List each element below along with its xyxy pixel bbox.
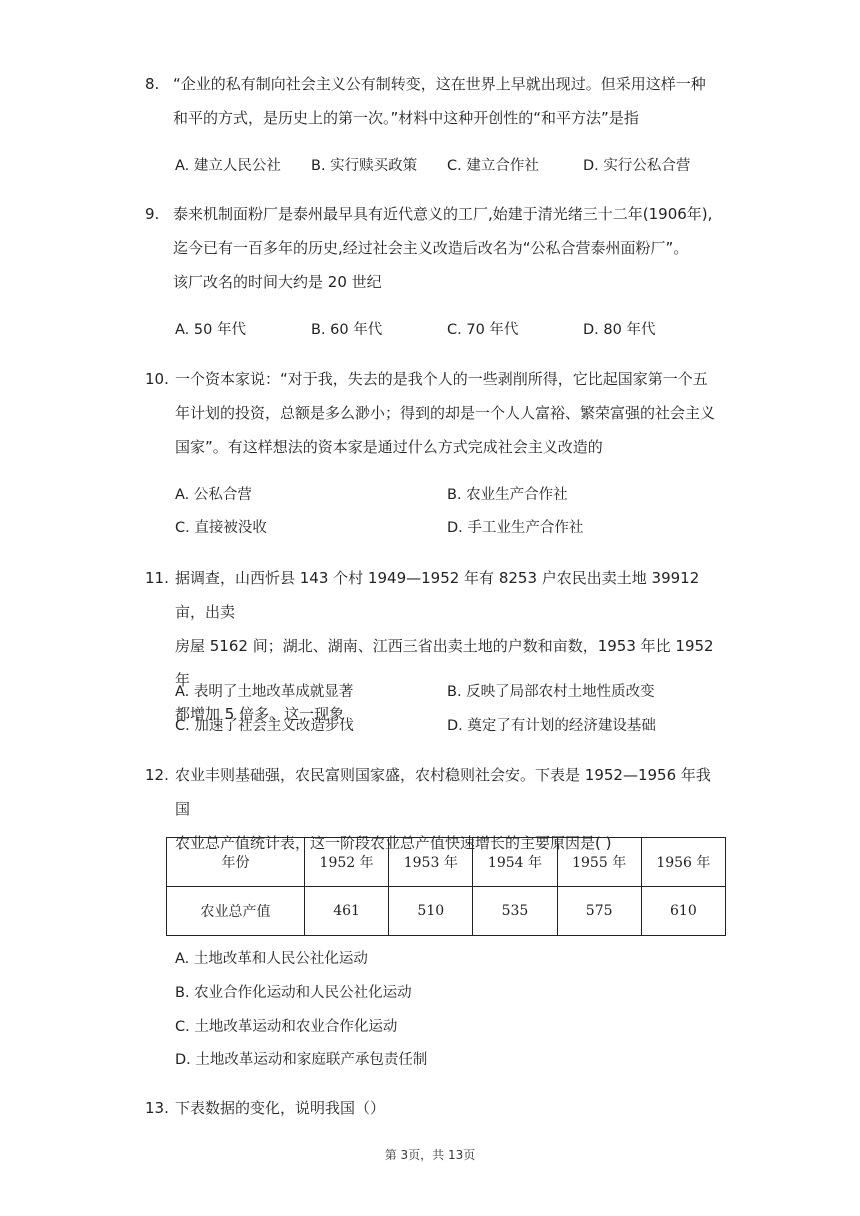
question-text-line: 和平的方式，是历史上的第一次。”材料中这种开创性的“和平方法”是指 xyxy=(173,109,639,127)
question-text-line: 农业丰则基础强，农民富则国家盛，农村稳则社会安。下表是 1952—1956 年我国 xyxy=(175,766,711,818)
table-header-cell: 年份 xyxy=(167,838,305,887)
question-number: 11. xyxy=(145,569,169,587)
option-a[interactable]: A. 建立人民公社 xyxy=(175,158,281,174)
question-10 xyxy=(145,362,725,464)
question-number: 12. xyxy=(145,766,169,784)
question-8-options xyxy=(175,154,735,180)
question-number: 13. xyxy=(145,1099,169,1117)
option-c[interactable]: C. 70 年代 xyxy=(447,322,519,338)
table-header-cell: 1954 年 xyxy=(473,838,557,887)
question-11-options-row-1 xyxy=(175,680,735,706)
option-b[interactable]: B. 反映了局部农村土地性质改变 xyxy=(447,684,655,700)
table-header-row xyxy=(167,838,726,887)
question-text-line: “企业的私有制向社会主义公有制转变，这在世界上早就出现过。但采用这样一种 xyxy=(173,75,706,93)
question-10-options-row-1 xyxy=(175,483,735,509)
option-b[interactable]: B. 农业生产合作社 xyxy=(447,487,568,503)
table-row xyxy=(167,887,726,936)
question-13 xyxy=(145,1091,725,1125)
agriculture-output-table xyxy=(166,837,726,936)
question-text-line: 下表数据的变化，说明我国（） xyxy=(175,1099,386,1117)
option-c[interactable]: C. 直接被没收 xyxy=(175,520,267,536)
table-header-cell: 1956 年 xyxy=(641,838,725,887)
question-text-line: 农业总产值统计表，这一阶段农业总产值快速增长的主要原因是( ) xyxy=(175,834,612,852)
option-c[interactable]: C. 建立合作社 xyxy=(447,158,539,174)
question-text-line: 迄今已有一百多年的历史,经过社会主义改造后改名为“公私合营泰州面粉厂”。 xyxy=(173,239,689,257)
table-cell: 575 xyxy=(557,887,641,936)
option-d[interactable]: D. 土地改革运动和家庭联产承包责任制 xyxy=(175,1052,428,1068)
table-cell: 461 xyxy=(305,887,389,936)
question-10-options-row-2 xyxy=(175,516,735,542)
question-text-line: 都增加 5 倍多。这一现象 xyxy=(175,705,345,723)
option-d[interactable]: D. 奠定了有计划的经济建设基础 xyxy=(447,718,656,734)
question-number: 9. xyxy=(145,205,160,223)
option-c[interactable]: C. 加速了社会主义改造步伐 xyxy=(175,718,354,734)
option-d[interactable]: D. 实行公私合营 xyxy=(583,158,691,174)
table-cell: 农业总产值 xyxy=(167,887,305,936)
option-a[interactable]: A. 土地改革和人民公社化运动 xyxy=(175,951,368,967)
page-footer: 第 3页，共 13页 xyxy=(384,1148,476,1162)
question-text-line: 泰来机制面粉厂是泰州最早具有近代意义的工厂,始建于清光绪三十二年(1906年), xyxy=(173,205,713,223)
table-header-cell: 1955 年 xyxy=(557,838,641,887)
option-a[interactable]: A. 公私合营 xyxy=(175,487,252,503)
question-8 xyxy=(145,67,725,135)
table-header-cell: 1952 年 xyxy=(305,838,389,887)
question-text-line: 国家”。有这样想法的资本家是通过什么方式完成社会主义改造的 xyxy=(175,438,603,456)
option-a[interactable]: A. 表明了土地改革成就显著 xyxy=(175,684,354,700)
option-d[interactable]: D. 80 年代 xyxy=(583,322,656,338)
question-number: 8. xyxy=(145,75,160,93)
option-b[interactable]: B. 农业合作化运动和人民公社化运动 xyxy=(175,985,412,1001)
table-cell: 610 xyxy=(641,887,725,936)
question-text-line: 该厂改名的时间大约是 20 世纪 xyxy=(173,273,382,291)
table-cell: 535 xyxy=(473,887,557,936)
option-a[interactable]: A. 50 年代 xyxy=(175,322,246,338)
question-number: 10. xyxy=(145,370,169,388)
question-text-line: 年计划的投资，总额是多么渺小；得到的却是一个人人富裕、繁荣富强的社会主义 xyxy=(175,404,716,422)
question-11-options-row-2 xyxy=(175,714,735,740)
question-text-line: 据调查，山西忻县 143 个村 1949—1952 年有 8253 户农民出卖土地 39912 亩，出卖 xyxy=(175,569,700,621)
option-b[interactable]: B. 实行赎买政策 xyxy=(311,158,418,174)
table-cell: 510 xyxy=(389,887,473,936)
option-b[interactable]: B. 60 年代 xyxy=(311,322,383,338)
table-header-cell: 1953 年 xyxy=(389,838,473,887)
option-d[interactable]: D. 手工业生产合作社 xyxy=(447,520,584,536)
question-9-options xyxy=(175,318,735,344)
question-text-line: 一个资本家说：“对于我，失去的是我个人的一些剥削所得，它比起国家第一个五 xyxy=(175,370,708,388)
question-9 xyxy=(145,197,725,299)
question-text-line: 房屋 5162 间；湖北、湖南、江西三省出卖土地的户数和亩数，1953 年比 1952 年 xyxy=(175,637,714,689)
option-c[interactable]: C. 土地改革运动和农业合作化运动 xyxy=(175,1019,398,1035)
